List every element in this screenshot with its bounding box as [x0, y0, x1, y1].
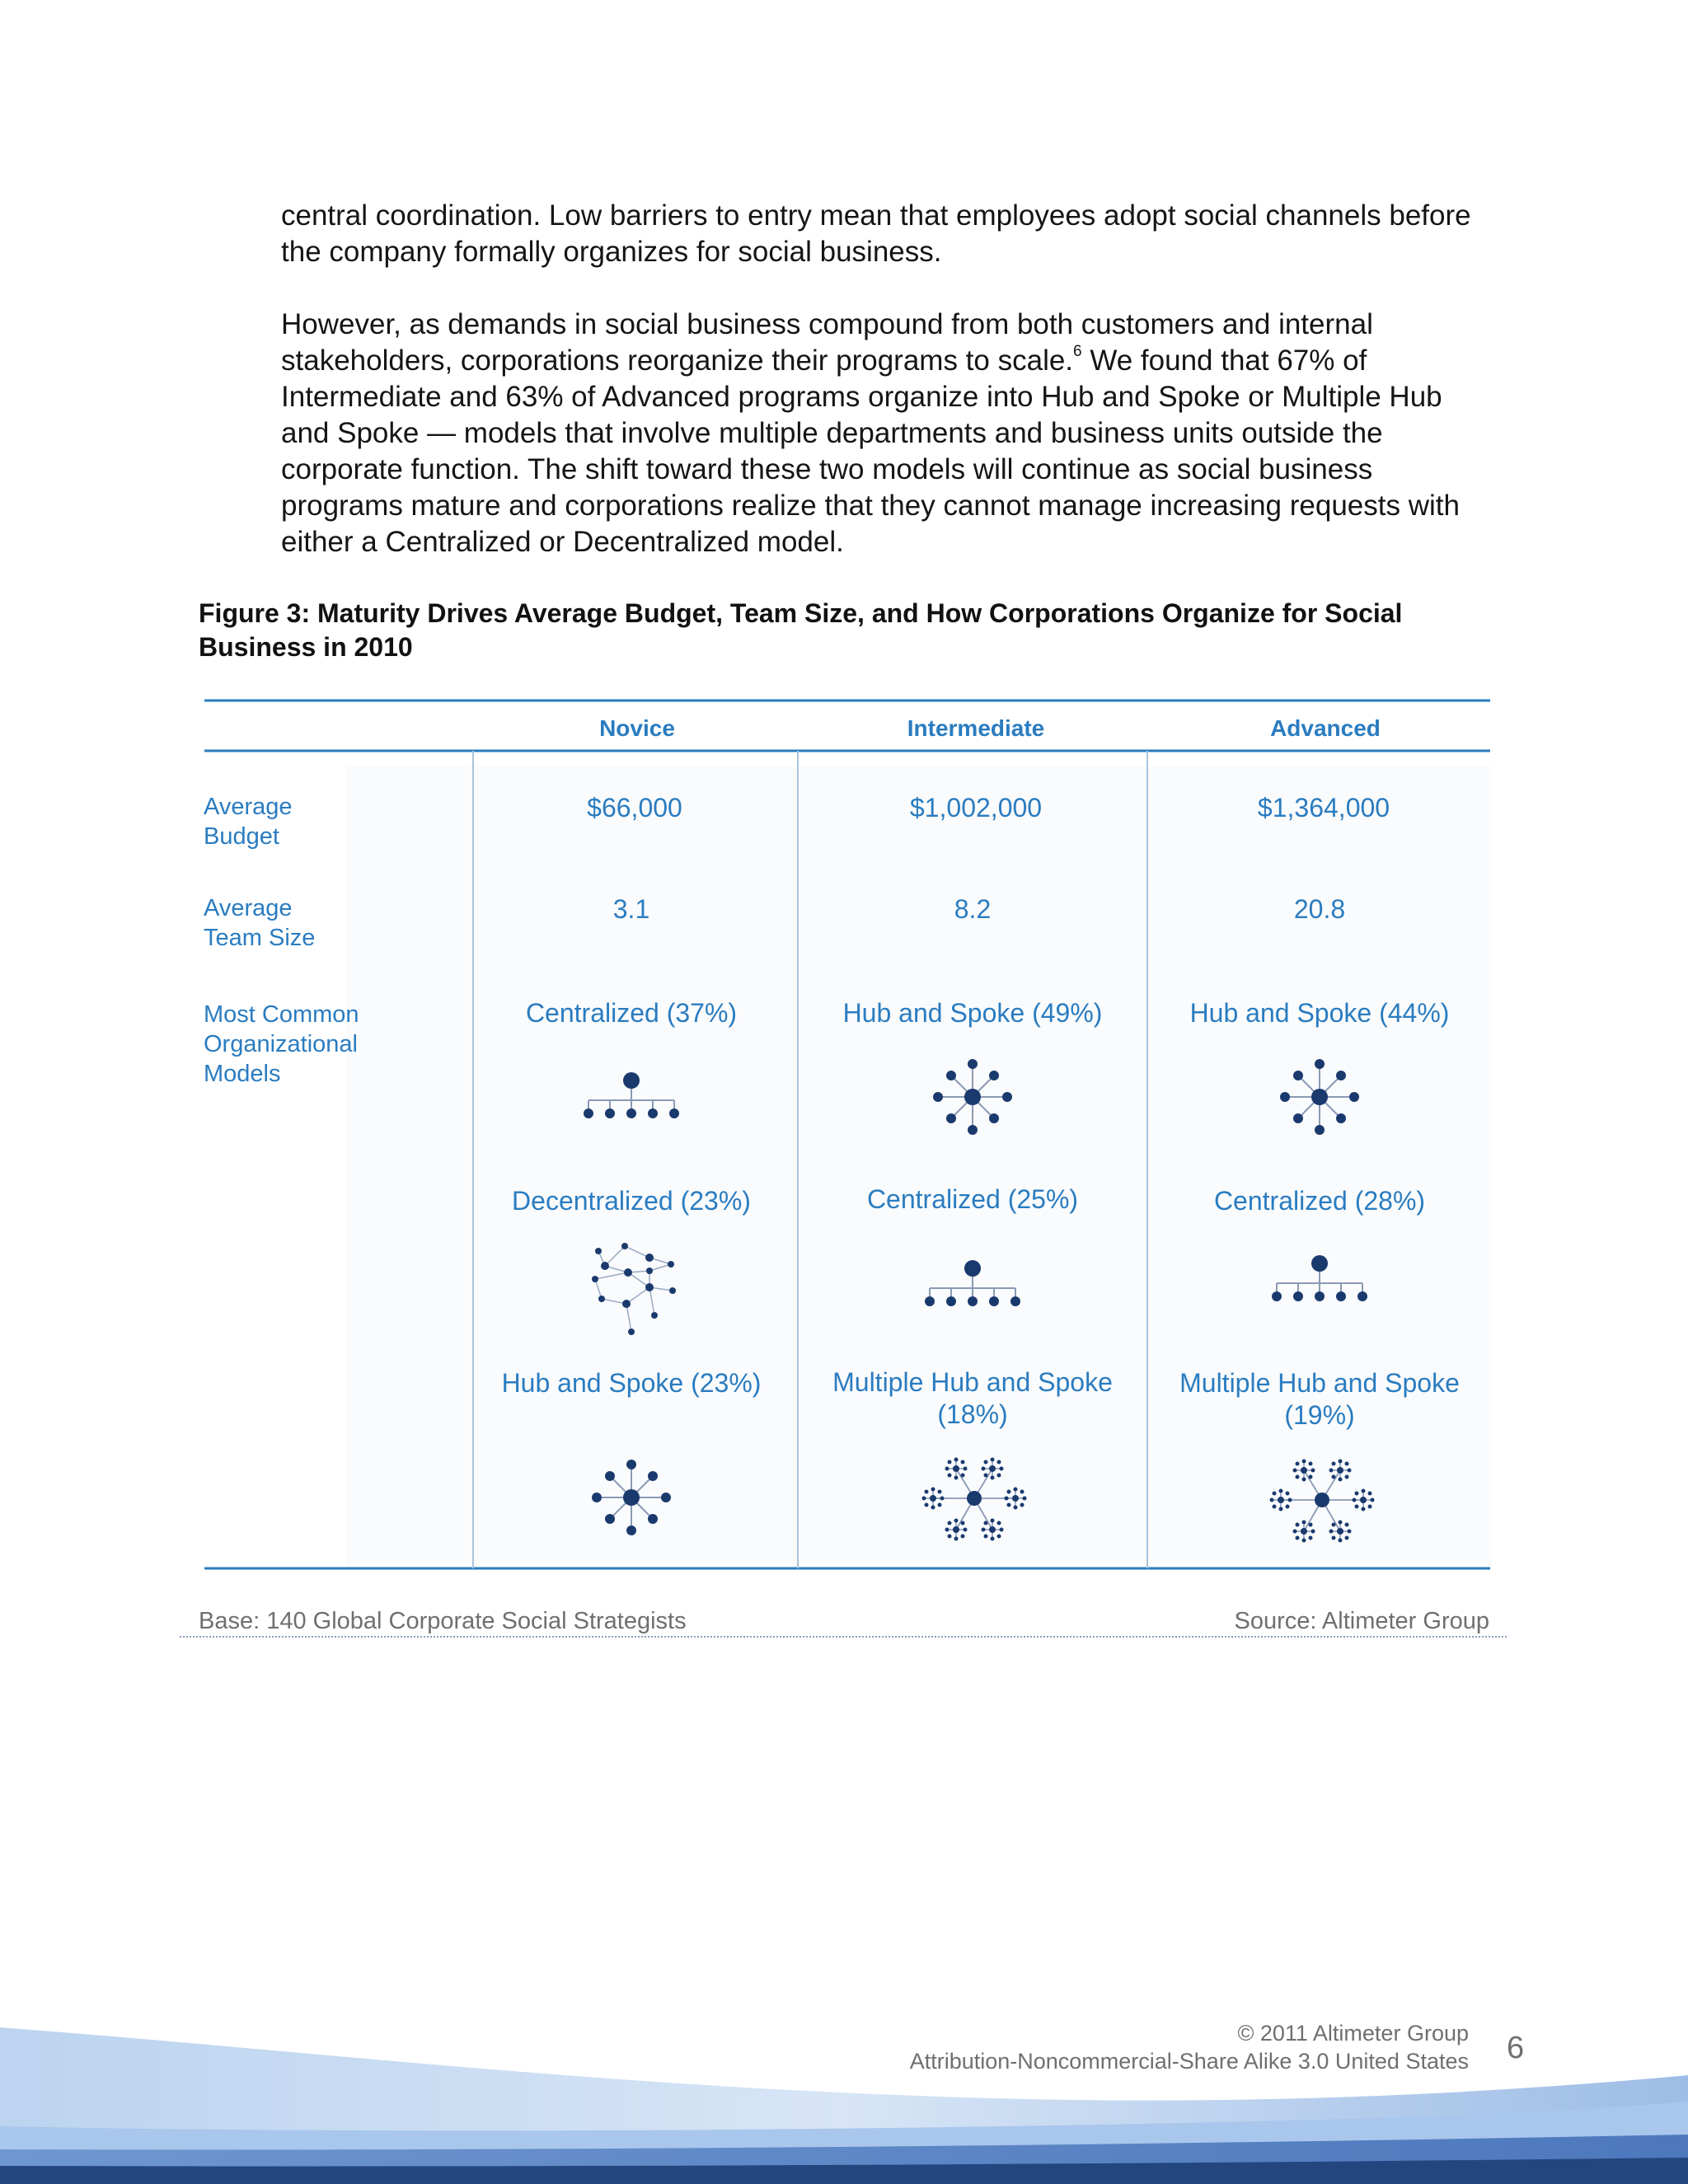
- footer-license[interactable]: Attribution-Noncommercial-Share Alike 3.0 United States: [909, 2049, 1469, 2074]
- row-label-budget-line2: Budget: [204, 823, 279, 850]
- model-advanced-1-label: Hub and Spoke (44%): [1189, 998, 1450, 1028]
- caption-divider: [180, 1636, 1507, 1638]
- row-label-models-line1: Most Common: [204, 1001, 359, 1028]
- page-number: 6: [1507, 2031, 1525, 2065]
- column-header-novice: Novice: [599, 715, 675, 741]
- budget-intermediate: $1,002,000: [909, 793, 1043, 823]
- column-header-advanced: Advanced: [1270, 715, 1381, 741]
- model-novice-2-label: Decentralized (23%): [512, 1186, 751, 1216]
- model-intermediate-2-label: Centralized (25%): [866, 1184, 1079, 1214]
- row-label-team-line1: Average: [204, 895, 293, 921]
- paragraph-2-text-b: We found that 67% of Intermediate and 63% of Advanced programs organize into Hub and Spoke or Multiple Hub and Spoke — models that involve multiple departments and business units outside the corporate function. The shift toward these two models will continue as social business programs mature and corporations realize that they cannot manage increasing requests with either a Centralized or Decentralized model.: [281, 344, 1460, 558]
- model-intermediate-1-label: Hub and Spoke (49%): [842, 998, 1103, 1028]
- row-label-budget-line1: Average: [204, 794, 293, 820]
- footnote-marker[interactable]: 6: [1073, 343, 1082, 360]
- model-novice-1-label: Centralized (37%): [525, 998, 738, 1028]
- figure-source-note: Source: Altimeter Group: [1234, 1608, 1489, 1634]
- figure-title: Figure 3: Maturity Drives Average Budget, Team Size, and How Corporations Organize for Social Business in 2010: [199, 598, 1403, 662]
- row-label-models-line2: Organizational: [204, 1031, 358, 1057]
- budget-novice: $66,000: [587, 793, 682, 823]
- model-advanced-2-label: Centralized (28%): [1213, 1186, 1426, 1216]
- model-intermediate-3-label-line2: (18%): [937, 1399, 1008, 1429]
- team-size-advanced: 20.8: [1293, 894, 1346, 924]
- row-label-team-line2: Team Size: [204, 925, 316, 951]
- paragraph-2-text-a: However, as demands in social business compound from both customers and internal stakeholders, corporations reorganize their programs to scale.: [281, 308, 1373, 377]
- model-novice-3-label: Hub and Spoke (23%): [501, 1368, 762, 1398]
- model-advanced-3-label-line2: (19%): [1284, 1400, 1355, 1430]
- footer-copyright: © 2011 Altimeter Group: [1237, 2021, 1469, 2046]
- row-label-models-line3: Models: [204, 1061, 281, 1087]
- footer: [910, 2019, 1469, 2075]
- budget-advanced: $1,364,000: [1257, 793, 1390, 823]
- table-panel: [346, 766, 1492, 1568]
- team-size-intermediate: 8.2: [954, 894, 992, 924]
- paragraph-1: central coordination. Low barriers to entry mean that employees adopt social channels before the company formally organizes for social business.: [281, 199, 1471, 268]
- model-intermediate-3-label-line1: Multiple Hub and Spoke: [832, 1367, 1113, 1397]
- model-advanced-3-label-line1: Multiple Hub and Spoke: [1179, 1368, 1460, 1398]
- figure-base-note: Base: 140 Global Corporate Social Strategists: [199, 1608, 687, 1634]
- team-size-novice: 3.1: [612, 894, 650, 924]
- column-header-intermediate: Intermediate: [907, 715, 1045, 741]
